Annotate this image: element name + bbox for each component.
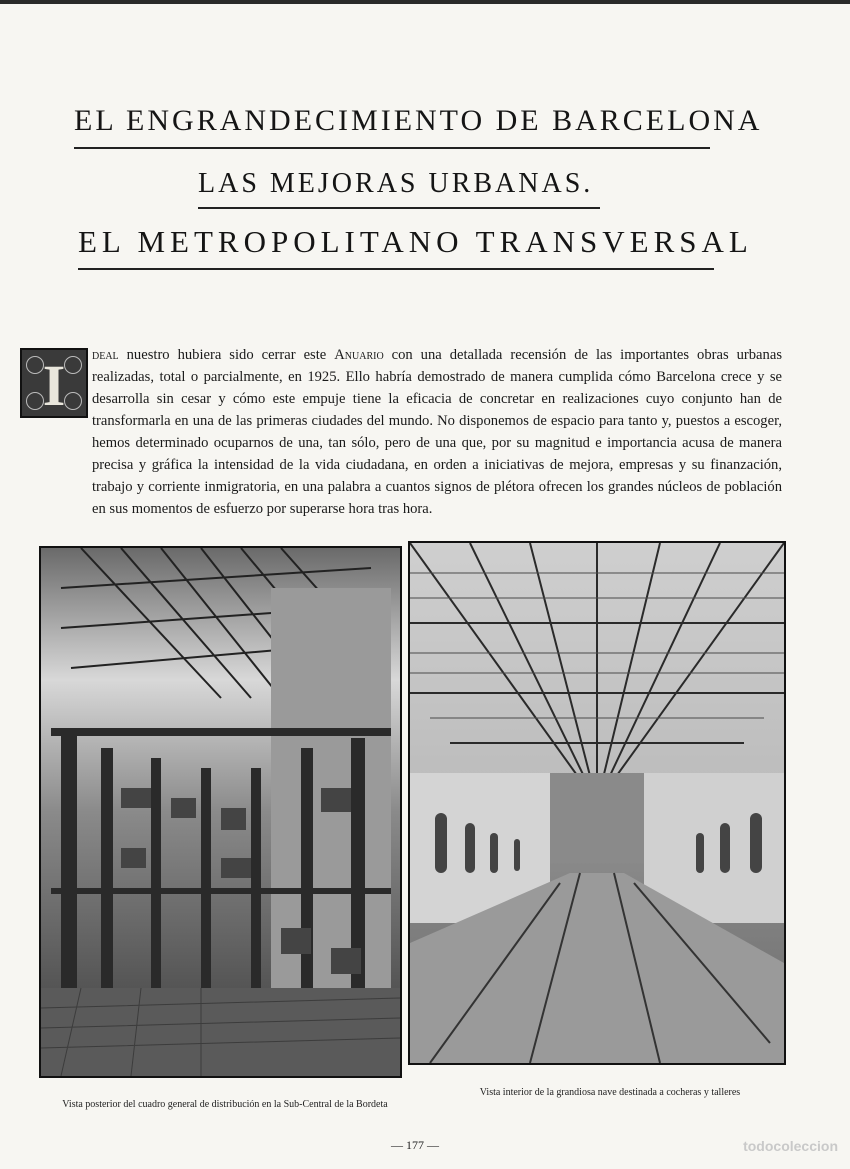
watermark-logo: todocoleccion <box>743 1138 838 1154</box>
photo-switchboard <box>39 546 402 1078</box>
article-paragraph: deal nuestro hubiera sido cerrar este Anuario con una detallada recensión de las importantes obras urbanas realizadas, total o parcialmente, en 1925. Ello habría demostrado de manera cumplida cómo Barcelona crece y se desarrolla sin cesar y cómo este empuje tiene la eficacia de concretar en realizaciones cuyo conjunto han de transformarla en una de las primeras ciudades del mundo. No disponemos de espacio para tanto y, puestos a escoger, hemos determinado ocuparnos de una, tan sólo, pero de una que, por su magnitud e importancia acusa de manera precisa y gráfica la intensidad de la vida ciudadana, en orden a iniciativas de mejora, empresas y su finanzación, trabajo y corriente inmigratoria, en una palabra a cuantos signos de plétora ofrecen los grandes núcleos de población en sus momentos de esfuerzo por superarse hora tras hora. <box>92 347 782 517</box>
anuario-word: Anuario <box>334 347 384 363</box>
headline-underline-2 <box>198 207 600 209</box>
article-body <box>20 344 782 520</box>
headline-line-2: LAS MEJORAS URBANAS. <box>198 168 600 200</box>
headline-line-3: EL METROPOLITANO TRANSVERSAL <box>78 224 714 260</box>
headline-underline-1 <box>74 147 710 149</box>
headline-underline-3 <box>78 268 714 270</box>
caption-left-photo: Vista posterior del cuadro general de distribución en la Sub-Central de la Bordeta <box>62 1099 388 1110</box>
lead-word: deal <box>92 347 119 363</box>
caption-right-photo: Vista interior de la grandiosa nave destinada a cocheras y talleres <box>479 1087 741 1098</box>
page-number: — 177 — <box>391 1138 439 1152</box>
ornamental-drop-cap: I <box>20 348 88 418</box>
top-border <box>0 0 850 4</box>
photo-depot-hall <box>408 541 786 1065</box>
headline-line-1: EL ENGRANDECIMIENTO DE BARCELONA <box>74 104 710 138</box>
